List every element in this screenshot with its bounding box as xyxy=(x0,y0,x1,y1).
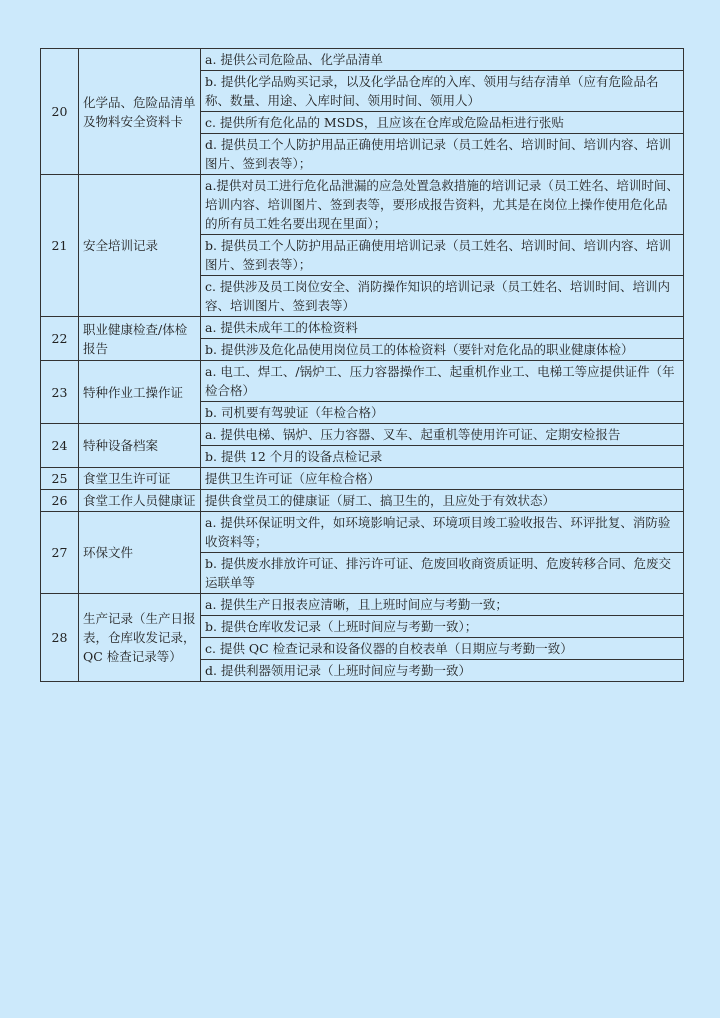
requirement-item: b. 司机要有驾驶证（年检合格） xyxy=(201,402,684,424)
requirement-item: a. 提供环保证明文件，如环境影响记录、环境项目竣工验收报告、环评批复、消防验收资料等； xyxy=(201,512,684,553)
table-row xyxy=(41,317,684,339)
requirement-item: a. 提供生产日报表应清晰，且上班时间应与考勤一致； xyxy=(201,594,684,616)
table-row xyxy=(41,49,684,71)
row-category: 职业健康检查/体检报告 xyxy=(79,317,201,361)
row-number: 25 xyxy=(41,468,79,490)
row-category: 环保文件 xyxy=(79,512,201,594)
row-category: 食堂卫生许可证 xyxy=(79,468,201,490)
requirement-item: a.提供对员工进行危化品泄漏的应急处置急救措施的培训记录（员工姓名、培训时间、培训内容、培训图片、签到表等，要形成报告资料，尤其是在岗位上操作使用危化品的所有员工姓名要出现在里面）； xyxy=(201,175,684,235)
requirement-item: b. 提供员工个人防护用品正确使用培训记录（员工姓名、培训时间、培训内容、培训图片、签到表等）； xyxy=(201,235,684,276)
row-category: 安全培训记录 xyxy=(79,175,201,317)
table-row xyxy=(41,175,684,235)
requirement-item: b. 提供仓库收发记录（上班时间应与考勤一致）； xyxy=(201,616,684,638)
requirements-table-body xyxy=(41,49,684,682)
row-number: 23 xyxy=(41,361,79,424)
row-category: 生产记录（生产日报表，仓库收发记录，QC 检查记录等） xyxy=(79,594,201,682)
requirement-item: a. 提供未成年工的体检资料 xyxy=(201,317,684,339)
requirement-item: b. 提供化学品购买记录，以及化学品仓库的入库、领用与结存清单（应有危险品名称、数量、用途、入库时间、领用时间、领用人） xyxy=(201,71,684,112)
requirement-item: a. 电工、焊工、/锅炉工、压力容器操作工、起重机作业工、电梯工等应提供证件（年检合格） xyxy=(201,361,684,402)
requirement-item: a. 提供电梯、锅炉、压力容器、叉车、起重机等使用许可证、定期安检报告 xyxy=(201,424,684,446)
row-number: 27 xyxy=(41,512,79,594)
row-number: 28 xyxy=(41,594,79,682)
row-number: 24 xyxy=(41,424,79,468)
row-number: 21 xyxy=(41,175,79,317)
requirement-item: b. 提供涉及危化品使用岗位员工的体检资料（要针对危化品的职业健康体检） xyxy=(201,339,684,361)
table-row xyxy=(41,361,684,402)
row-category: 化学品、危险品清单及物料安全资料卡 xyxy=(79,49,201,175)
row-number: 26 xyxy=(41,490,79,512)
requirement-item: b. 提供废水排放许可证、排污许可证、危废回收商资质证明、危废转移合同、危废交运联单等 xyxy=(201,553,684,594)
requirement-item: a. 提供公司危险品、化学品清单 xyxy=(201,49,684,71)
table-row xyxy=(41,594,684,616)
table-row xyxy=(41,424,684,446)
requirement-item: 提供食堂员工的健康证（厨工、搞卫生的，且应处于有效状态） xyxy=(201,490,684,512)
requirement-item: c. 提供 QC 检查记录和设备仪器的自校表单（日期应与考勤一致） xyxy=(201,638,684,660)
requirement-item: d. 提供利器领用记录（上班时间应与考勤一致） xyxy=(201,660,684,682)
requirement-item: c. 提供涉及员工岗位安全、消防操作知识的培训记录（员工姓名、培训时间、培训内容、培训图片、签到表等） xyxy=(201,276,684,317)
row-category: 特种设备档案 xyxy=(79,424,201,468)
requirement-item: b. 提供 12 个月的设备点检记录 xyxy=(201,446,684,468)
row-category: 食堂工作人员健康证 xyxy=(79,490,201,512)
requirement-item: c. 提供所有危化品的 MSDS，且应该在仓库或危险品柜进行张贴 xyxy=(201,112,684,134)
requirement-item: 提供卫生许可证（应年检合格） xyxy=(201,468,684,490)
row-number: 20 xyxy=(41,49,79,175)
row-number: 22 xyxy=(41,317,79,361)
requirement-item: d. 提供员工个人防护用品正确使用培训记录（员工姓名、培训时间、培训内容、培训图片、签到表等）； xyxy=(201,134,684,175)
table-row xyxy=(41,490,684,512)
requirements-table xyxy=(40,48,684,682)
row-category: 特种作业工操作证 xyxy=(79,361,201,424)
table-row xyxy=(41,468,684,490)
table-row xyxy=(41,512,684,553)
